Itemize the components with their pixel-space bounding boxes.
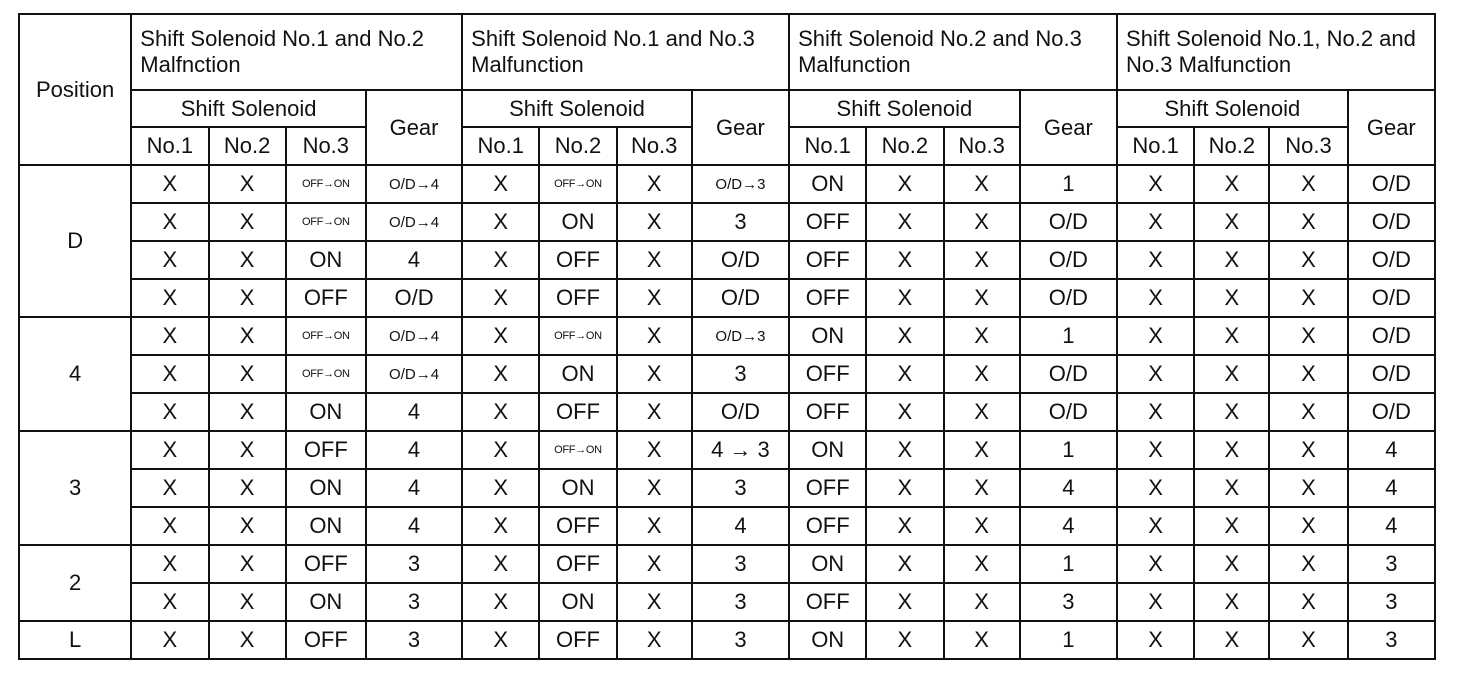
position-header: Position — [19, 14, 131, 165]
table-row — [19, 203, 1435, 241]
table-cell: O/D→4 — [366, 317, 462, 355]
solenoid-no1-header: No.1 — [1117, 127, 1194, 165]
table-cell: O/D — [1348, 355, 1435, 393]
table-cell: X — [1117, 621, 1194, 659]
table-row — [19, 279, 1435, 317]
table-cell: X — [209, 431, 286, 469]
table-cell: X — [1269, 279, 1347, 317]
table-cell: X — [944, 279, 1020, 317]
table-cell: X — [944, 545, 1020, 583]
table-cell: OFF — [539, 621, 616, 659]
table-cell: X — [944, 583, 1020, 621]
table-cell: X — [866, 241, 943, 279]
table-cell: X — [617, 621, 692, 659]
table-cell: ON — [286, 469, 366, 507]
table-cell: 4 — [1020, 469, 1117, 507]
table-cell: 4 — [366, 431, 462, 469]
table-cell: O/D — [1020, 393, 1117, 431]
table-cell: 4 — [1348, 431, 1435, 469]
table-cell: X — [617, 583, 692, 621]
table-cell: 3 — [692, 621, 789, 659]
table-cell: X — [462, 469, 539, 507]
table-cell: ON — [286, 507, 366, 545]
table-cell: ON — [539, 355, 616, 393]
table-cell: X — [1117, 203, 1194, 241]
position-cell: L — [19, 621, 131, 659]
table-cell: X — [462, 583, 539, 621]
shift-solenoid-subheader: Shift Solenoid — [1117, 90, 1348, 127]
table-cell: X — [462, 507, 539, 545]
table-cell: X — [131, 545, 208, 583]
table-cell: 3 — [1020, 583, 1117, 621]
table-cell: X — [1269, 165, 1347, 203]
table-cell: X — [1117, 317, 1194, 355]
table-cell: 1 — [1020, 317, 1117, 355]
table-cell: X — [1117, 393, 1194, 431]
table-cell: 1 — [1020, 621, 1117, 659]
table-cell: 3 — [1348, 583, 1435, 621]
table-cell: X — [1269, 241, 1347, 279]
table-cell: X — [1269, 431, 1347, 469]
table-row — [19, 469, 1435, 507]
table-cell: O/D→4 — [366, 355, 462, 393]
shift-solenoid-subheader: Shift Solenoid — [462, 90, 692, 127]
table-cell: 3 — [692, 545, 789, 583]
table-cell: X — [209, 583, 286, 621]
table-cell: 3 — [1348, 621, 1435, 659]
table-cell: X — [1194, 165, 1269, 203]
table-row — [19, 165, 1435, 203]
table-cell: X — [1117, 545, 1194, 583]
table-cell: ON — [539, 469, 616, 507]
table-cell: O/D→3 — [692, 165, 789, 203]
table-cell: X — [617, 545, 692, 583]
table-cell: OFF — [286, 431, 366, 469]
table-cell: OFF — [539, 507, 616, 545]
table-cell: 4 — [366, 393, 462, 431]
table-cell: X — [1117, 507, 1194, 545]
table-cell: OFF — [789, 241, 866, 279]
table-cell: 3 — [1348, 545, 1435, 583]
table-cell: OFF — [789, 393, 866, 431]
table-cell: X — [866, 317, 943, 355]
table-body — [19, 165, 1435, 659]
table-cell: OFF→ON — [286, 203, 366, 241]
table-cell: X — [617, 431, 692, 469]
table-cell: X — [944, 507, 1020, 545]
table-row — [19, 355, 1435, 393]
table-row — [19, 507, 1435, 545]
table-cell: OFF→ON — [286, 165, 366, 203]
table-cell: X — [131, 431, 208, 469]
shift-solenoid-subheader: Shift Solenoid — [789, 90, 1020, 127]
table-cell: X — [462, 203, 539, 241]
table-cell: X — [1194, 545, 1269, 583]
table-cell: OFF — [286, 545, 366, 583]
table-cell: X — [866, 393, 943, 431]
table-cell: X — [209, 279, 286, 317]
table-cell: X — [209, 545, 286, 583]
table-cell: X — [617, 507, 692, 545]
position-cell: 2 — [19, 545, 131, 621]
table-cell: X — [944, 469, 1020, 507]
gear-header: Gear — [1348, 90, 1435, 165]
table-cell: 4 — [1020, 507, 1117, 545]
table-cell: X — [131, 469, 208, 507]
group-header-1: Shift Solenoid No.1 and No.2 Malfnction — [131, 14, 462, 90]
table-cell: X — [866, 507, 943, 545]
table-cell: X — [617, 203, 692, 241]
table-cell: 4 — [1348, 469, 1435, 507]
solenoid-no3-header: No.3 — [286, 127, 366, 165]
table-cell: X — [462, 621, 539, 659]
table-cell: 1 — [1020, 545, 1117, 583]
solenoid-no2-header: No.2 — [1194, 127, 1269, 165]
table-row — [19, 317, 1435, 355]
table-cell: O/D — [1020, 203, 1117, 241]
table-cell: X — [944, 165, 1020, 203]
table-cell: X — [617, 241, 692, 279]
table-cell: O/D — [1020, 355, 1117, 393]
table-cell: X — [1194, 241, 1269, 279]
table-cell: X — [462, 317, 539, 355]
table-cell: X — [1269, 583, 1347, 621]
table-cell: O/D→4 — [366, 203, 462, 241]
table-cell: 4 — [366, 507, 462, 545]
table-cell: X — [462, 241, 539, 279]
table-cell: X — [131, 393, 208, 431]
solenoid-no2-header: No.2 — [539, 127, 616, 165]
table-cell: O/D — [1020, 241, 1117, 279]
table-cell: X — [209, 469, 286, 507]
table-cell: ON — [789, 621, 866, 659]
table-cell: X — [617, 317, 692, 355]
gear-header: Gear — [692, 90, 789, 165]
gear-header: Gear — [1020, 90, 1117, 165]
table-cell: X — [131, 507, 208, 545]
table-cell: OFF — [539, 393, 616, 431]
table-cell: X — [209, 621, 286, 659]
table-cell: O/D — [1348, 393, 1435, 431]
table-cell: 4 → 3 — [692, 431, 789, 469]
table-cell: X — [866, 545, 943, 583]
table-cell: OFF→ON — [539, 317, 616, 355]
table-cell: X — [617, 165, 692, 203]
table-cell: 4 — [366, 241, 462, 279]
position-cell: 3 — [19, 431, 131, 545]
table-cell: X — [944, 203, 1020, 241]
table-cell: X — [131, 241, 208, 279]
table-cell: X — [1117, 241, 1194, 279]
table-cell: X — [617, 469, 692, 507]
table-cell: X — [1117, 355, 1194, 393]
table-cell: O/D — [692, 241, 789, 279]
table-cell: X — [131, 317, 208, 355]
table-cell: 3 — [692, 469, 789, 507]
table-cell: ON — [789, 165, 866, 203]
table-cell: ON — [286, 241, 366, 279]
solenoid-no1-header: No.1 — [789, 127, 866, 165]
table-cell: X — [866, 431, 943, 469]
table-cell: X — [209, 393, 286, 431]
table-cell: X — [1269, 507, 1347, 545]
solenoid-no3-header: No.3 — [617, 127, 692, 165]
table-cell: X — [1194, 355, 1269, 393]
table-cell: 3 — [366, 621, 462, 659]
table-cell: O/D — [1348, 241, 1435, 279]
group-header-3: Shift Solenoid No.2 and No.3 Malfunction — [789, 14, 1117, 90]
table-cell: O/D — [1348, 165, 1435, 203]
table-cell: X — [462, 393, 539, 431]
table-cell: OFF — [286, 621, 366, 659]
table-cell: OFF — [539, 241, 616, 279]
solenoid-no2-header: No.2 — [209, 127, 286, 165]
table-cell: X — [209, 317, 286, 355]
table-cell: O/D — [1348, 279, 1435, 317]
table-cell: 3 — [366, 583, 462, 621]
table-cell: X — [617, 355, 692, 393]
table-cell: 4 — [366, 469, 462, 507]
table-cell: O/D→4 — [366, 165, 462, 203]
table-cell: X — [944, 431, 1020, 469]
table-row — [19, 545, 1435, 583]
table-cell: X — [1269, 317, 1347, 355]
gear-header: Gear — [366, 90, 462, 165]
table-cell: O/D — [1020, 279, 1117, 317]
table-cell: 3 — [692, 355, 789, 393]
table-cell: X — [866, 203, 943, 241]
table-cell: X — [462, 165, 539, 203]
table-cell: 3 — [366, 545, 462, 583]
table-cell: 1 — [1020, 431, 1117, 469]
table-cell: 1 — [1020, 165, 1117, 203]
table-cell: OFF — [789, 203, 866, 241]
table-cell: X — [944, 241, 1020, 279]
table-cell: OFF — [789, 469, 866, 507]
solenoid-malfunction-table-wrapper — [18, 13, 1436, 660]
table-cell: X — [866, 621, 943, 659]
table-cell: X — [1269, 545, 1347, 583]
table-cell: X — [1194, 431, 1269, 469]
table-cell: OFF→ON — [539, 165, 616, 203]
table-cell: ON — [789, 317, 866, 355]
table-cell: X — [866, 279, 943, 317]
table-cell: X — [944, 355, 1020, 393]
table-cell: X — [1194, 393, 1269, 431]
table-cell: X — [944, 393, 1020, 431]
table-cell: X — [131, 279, 208, 317]
table-cell: X — [944, 317, 1020, 355]
table-cell: O/D — [1348, 317, 1435, 355]
table-cell: ON — [789, 431, 866, 469]
table-row — [19, 431, 1435, 469]
table-cell: X — [1194, 317, 1269, 355]
table-cell: O/D — [692, 279, 789, 317]
table-cell: ON — [539, 583, 616, 621]
table-cell: X — [462, 355, 539, 393]
table-cell: X — [209, 507, 286, 545]
solenoid-no3-header: No.3 — [944, 127, 1020, 165]
table-cell: O/D — [366, 279, 462, 317]
table-cell: X — [131, 203, 208, 241]
table-cell: X — [131, 583, 208, 621]
table-cell: X — [131, 621, 208, 659]
table-cell: X — [617, 393, 692, 431]
table-cell: X — [1269, 469, 1347, 507]
table-cell: X — [209, 165, 286, 203]
group-header-4: Shift Solenoid No.1, No.2 and No.3 Malfunction — [1117, 14, 1435, 90]
table-row — [19, 241, 1435, 279]
table-cell: 4 — [692, 507, 789, 545]
table-cell: OFF — [286, 279, 366, 317]
table-cell: X — [866, 583, 943, 621]
table-cell: 3 — [692, 203, 789, 241]
table-cell: OFF→ON — [539, 431, 616, 469]
table-cell: X — [1269, 355, 1347, 393]
table-cell: X — [209, 355, 286, 393]
table-cell: X — [1269, 203, 1347, 241]
table-cell: X — [1194, 621, 1269, 659]
table-cell: X — [1194, 507, 1269, 545]
table-cell: OFF — [789, 279, 866, 317]
table-cell: X — [1194, 583, 1269, 621]
table-cell: X — [944, 621, 1020, 659]
table-cell: ON — [286, 583, 366, 621]
table-cell: X — [1117, 583, 1194, 621]
table-cell: X — [866, 355, 943, 393]
table-cell: OFF — [789, 355, 866, 393]
solenoid-no1-header: No.1 — [462, 127, 539, 165]
table-cell: X — [617, 279, 692, 317]
table-cell: X — [462, 279, 539, 317]
table-cell: O/D→3 — [692, 317, 789, 355]
table-cell: ON — [286, 393, 366, 431]
table-cell: X — [1194, 469, 1269, 507]
table-row — [19, 393, 1435, 431]
solenoid-no2-header: No.2 — [866, 127, 943, 165]
table-cell: ON — [789, 545, 866, 583]
table-cell: OFF — [539, 279, 616, 317]
table-cell: OFF — [539, 545, 616, 583]
table-cell: X — [866, 165, 943, 203]
table-cell: X — [866, 469, 943, 507]
solenoid-no3-header: No.3 — [1269, 127, 1347, 165]
table-cell: X — [209, 241, 286, 279]
table-cell: X — [1194, 279, 1269, 317]
table-cell: X — [131, 165, 208, 203]
table-cell: OFF→ON — [286, 317, 366, 355]
group-header-2: Shift Solenoid No.1 and No.3 Malfunction — [462, 14, 789, 90]
shift-solenoid-subheader: Shift Solenoid — [131, 90, 366, 127]
table-cell: X — [1194, 203, 1269, 241]
table-cell: O/D — [1348, 203, 1435, 241]
table-cell: X — [131, 355, 208, 393]
solenoid-malfunction-table — [18, 13, 1436, 660]
table-cell: O/D — [692, 393, 789, 431]
table-cell: OFF — [789, 507, 866, 545]
table-cell: ON — [539, 203, 616, 241]
table-cell: X — [1117, 469, 1194, 507]
table-row — [19, 583, 1435, 621]
table-cell: 3 — [692, 583, 789, 621]
table-cell: X — [1269, 393, 1347, 431]
table-cell: X — [1117, 431, 1194, 469]
table-row — [19, 621, 1435, 659]
solenoid-no1-header: No.1 — [131, 127, 208, 165]
position-cell: D — [19, 165, 131, 317]
table-cell: OFF→ON — [286, 355, 366, 393]
table-cell: X — [209, 203, 286, 241]
table-cell: X — [462, 431, 539, 469]
table-cell: 4 — [1348, 507, 1435, 545]
table-cell: X — [1117, 279, 1194, 317]
table-cell: X — [462, 545, 539, 583]
table-cell: X — [1117, 165, 1194, 203]
table-cell: OFF — [789, 583, 866, 621]
table-cell: X — [1269, 621, 1347, 659]
position-cell: 4 — [19, 317, 131, 431]
